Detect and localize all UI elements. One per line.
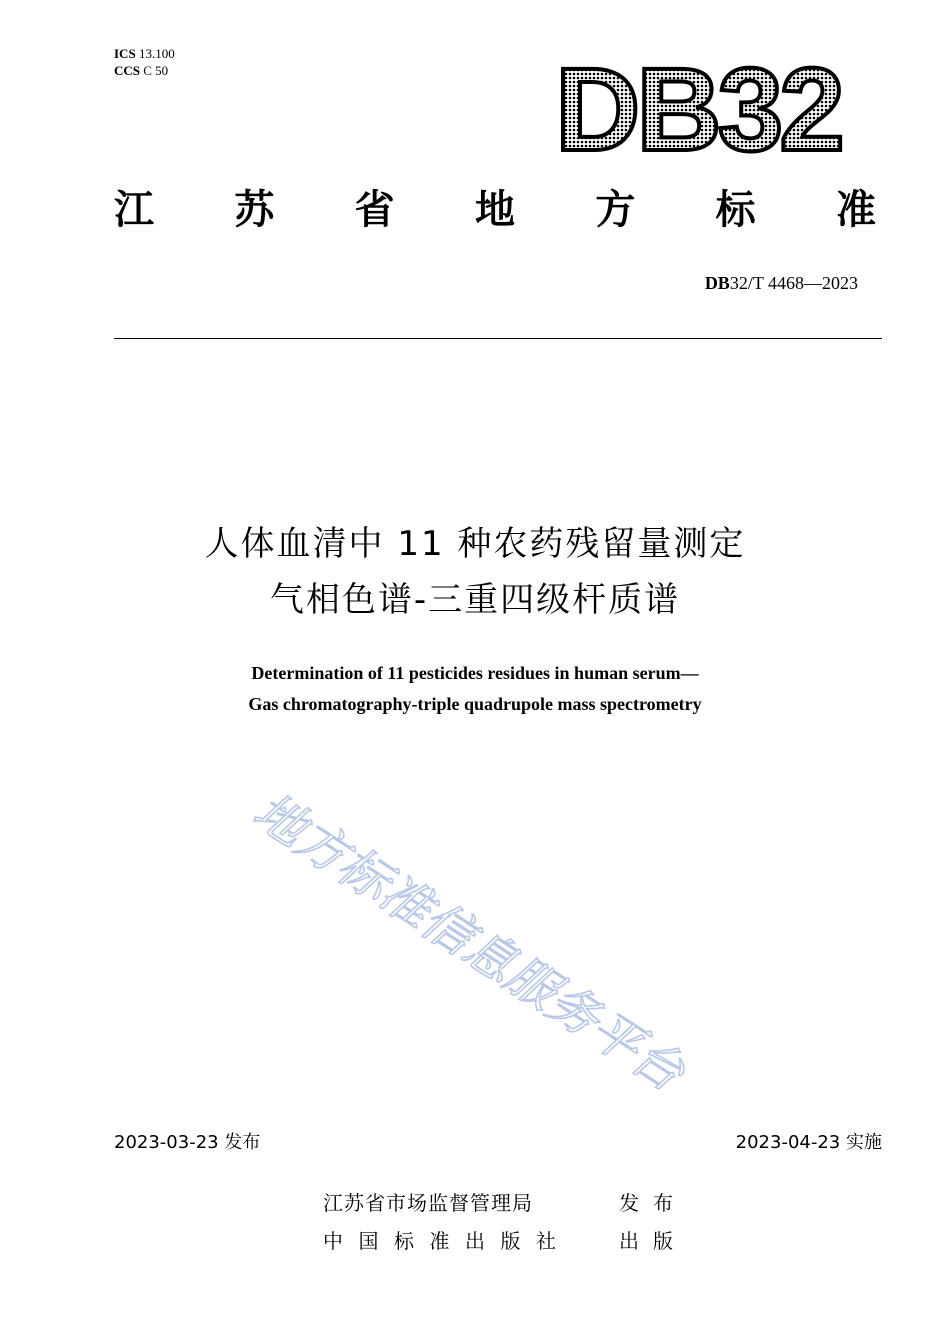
publish-date: 2023-03-23 发布 [114,1132,261,1153]
standard-category-char: 方 [595,187,636,233]
issuer-org: 江苏省市场监督管理局 [323,1191,533,1215]
ics-label: ICS [114,46,136,61]
watermark-text: 地方标准信息服务平台 [243,781,695,1103]
issuer-row-press [323,1227,687,1255]
watermark [232,780,792,1160]
header-divider [114,338,882,339]
ics-code: 13.100 [138,46,175,61]
english-title-line-1: Determination of 11 pesticides residues in human serum— [251,663,699,683]
issuer-row-publisher [323,1189,687,1217]
standard-category-char: 准 [835,187,876,233]
english-title-line-2: Gas chromatography-triple quadrupole mass spectrometry [248,694,702,714]
classification-codes [114,45,175,79]
standard-category-char: 江 [114,187,154,233]
implementation-date: 2023-04-23 实施 [735,1132,882,1153]
standard-category-char: 苏 [234,187,275,233]
chinese-title-line-1: 人体血清中 11 种农药残留量测定 [204,524,746,564]
standard-category-title [110,186,880,234]
ics-line [114,45,175,62]
issuer-role: 发布 [619,1191,687,1215]
ccs-line [114,62,175,79]
ccs-code: C 50 [143,63,169,78]
logo-text: DB32 [555,44,841,164]
db32-logo [548,44,848,164]
standard-number [705,273,858,294]
standard-category-char: 标 [715,187,756,233]
ccs-label: CCS [114,63,141,78]
standard-number-rest: 32/T 4468—2023 [729,273,858,293]
issuer-role: 出版 [619,1229,687,1253]
issuer-org: 中国标准出版社 [323,1229,572,1253]
chinese-title-line-2: 气相色谱-三重四级杆质谱 [269,580,681,620]
standard-category-char: 地 [474,187,515,233]
standard-category-char: 省 [354,187,395,233]
standard-number-prefix: DB [704,273,730,293]
